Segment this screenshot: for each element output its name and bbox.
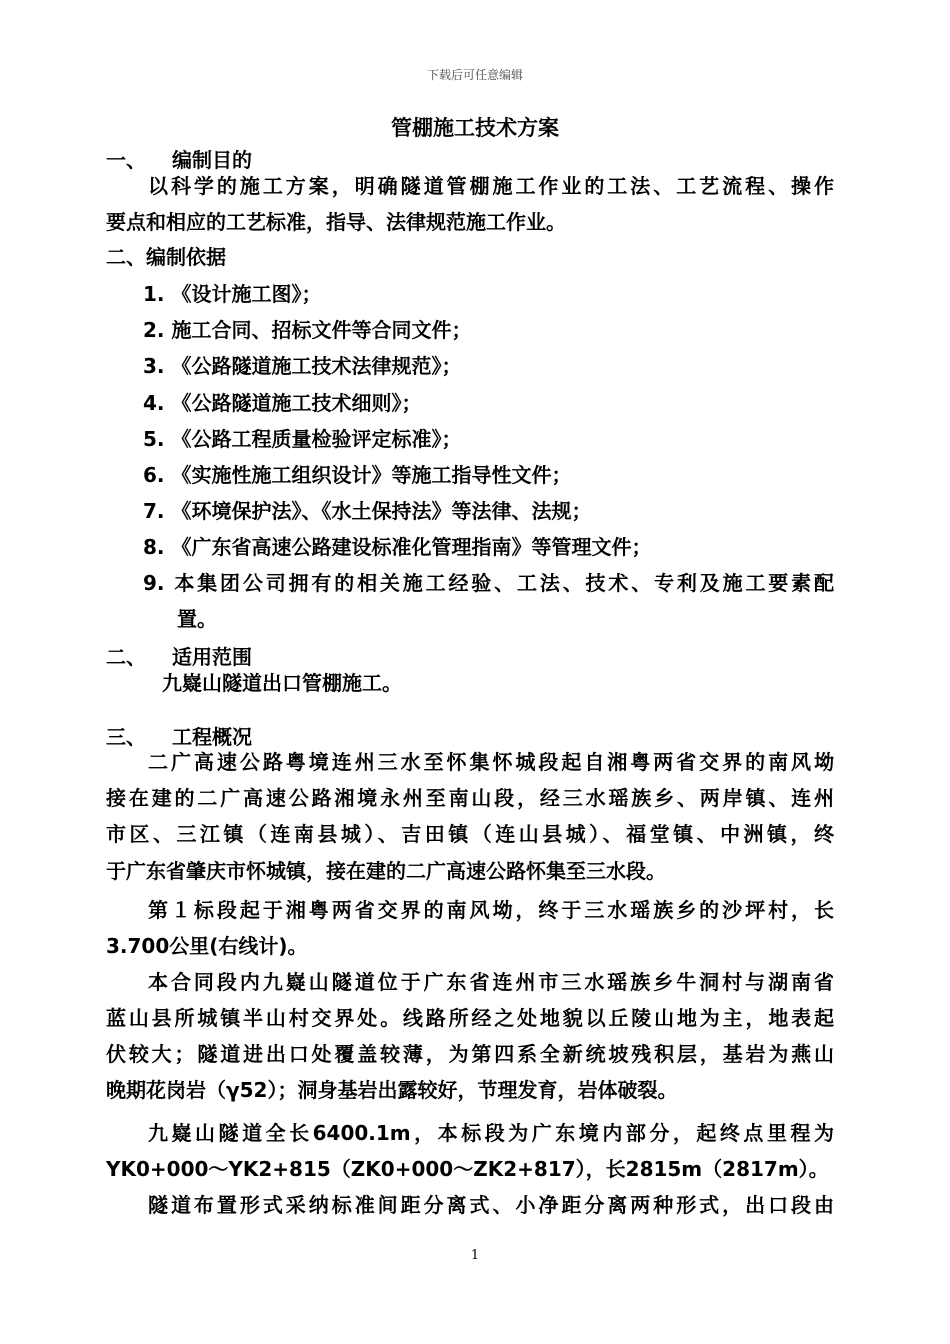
- paragraph-line: 要点和相应的工艺标准，指导、法律规范施工作业。: [106, 210, 566, 234]
- header-note: 下载后可任意编辑: [426, 68, 523, 82]
- section-title: 编制目的: [172, 148, 252, 172]
- paragraph-line: 九嶷山隧道出口管棚施工。: [162, 671, 402, 695]
- paragraph-line: 二广高速公路粤境连州三水至怀集怀城段起自湘粤两省交界的南风坳: [148, 750, 834, 774]
- list-item: 9. 本集团公司拥有的相关施工经验、工法、技术、专利及施工要素配: [143, 571, 834, 595]
- section-heading-3: [106, 644, 252, 670]
- section-heading-2: 二、编制依据: [106, 245, 226, 269]
- page-number: 1: [470, 1248, 480, 1263]
- paragraph-line: 九嶷山隧道全长6400.1m，本标段为广东境内部分，起终点里程为: [148, 1121, 834, 1145]
- paragraph-line: 市区、三江镇（连南县城）、吉田镇（连山县城）、福堂镇、中洲镇，终: [106, 822, 834, 846]
- list-item-continuation: 置。: [177, 607, 217, 631]
- section-number: 二、: [106, 645, 146, 669]
- section-number: 一、: [106, 148, 146, 172]
- list-item: 3. 《公路隧道施工技术法律规范》；: [143, 354, 462, 378]
- section-title: 适用范围: [172, 645, 252, 669]
- paragraph-line: 蓝山县所城镇半山村交界处。线路所经之处地貌以丘陵山地为主，地表起: [106, 1006, 834, 1030]
- list-item: 8. 《广东省高速公路建设标准化管理指南》等管理文件；: [143, 535, 652, 559]
- paragraph-line: 第１标段起于湘粤两省交界的南风坳，终于三水瑶族乡的沙坪村，长: [148, 898, 834, 922]
- paragraph-line: 晚期花岗岩（γ52）；洞身基岩出露较好，节理发育，岩体破裂。: [106, 1078, 678, 1102]
- section-number: 三、: [106, 725, 146, 749]
- page-title: 管棚施工技术方案: [391, 116, 559, 140]
- section-title: 工程概况: [172, 725, 252, 749]
- list-item: 1. 《设计施工图》；: [143, 282, 322, 306]
- paragraph-line: 伏较大；隧道进出口处覆盖较薄，为第四系全新统坡残积层，基岩为燕山: [106, 1042, 834, 1066]
- paragraph-line: 于广东省肇庆市怀城镇，接在建的二广高速公路怀集至三水段。: [106, 859, 666, 883]
- paragraph-line: YK0+000～YK2+815（ZK0+000～ZK2+817），长2815m（2817m）。: [106, 1157, 829, 1181]
- list-item: 7. 《环境保护法》、《水土保持法》等法律、法规；: [143, 499, 592, 523]
- paragraph-line: 以科学的施工方案，明确隧道管棚施工作业的工法、工艺流程、操作: [148, 174, 834, 198]
- paragraph-line: 3.700公里(右线计)。: [106, 934, 308, 958]
- section-heading-1: [106, 147, 252, 173]
- list-item: 2. 施工合同、招标文件等合同文件；: [143, 318, 472, 342]
- list-item: 6. 《实施性施工组织设计》等施工指导性文件；: [143, 463, 572, 487]
- list-item: 4. 《公路隧道施工技术细则》；: [143, 391, 422, 415]
- paragraph-line: 本合同段内九嶷山隧道位于广东省连州市三水瑶族乡牛洞村与湖南省: [148, 970, 834, 994]
- paragraph-line: 隧道布置形式采纳标准间距分离式、小净距分离两种形式，出口段由: [148, 1193, 834, 1217]
- section-heading-4: [106, 724, 252, 750]
- list-item: 5. 《公路工程质量检验评定标准》；: [143, 427, 462, 451]
- paragraph-line: 接在建的二广高速公路湘境永州至南山段，经三水瑶族乡、两岸镇、连州: [106, 786, 834, 810]
